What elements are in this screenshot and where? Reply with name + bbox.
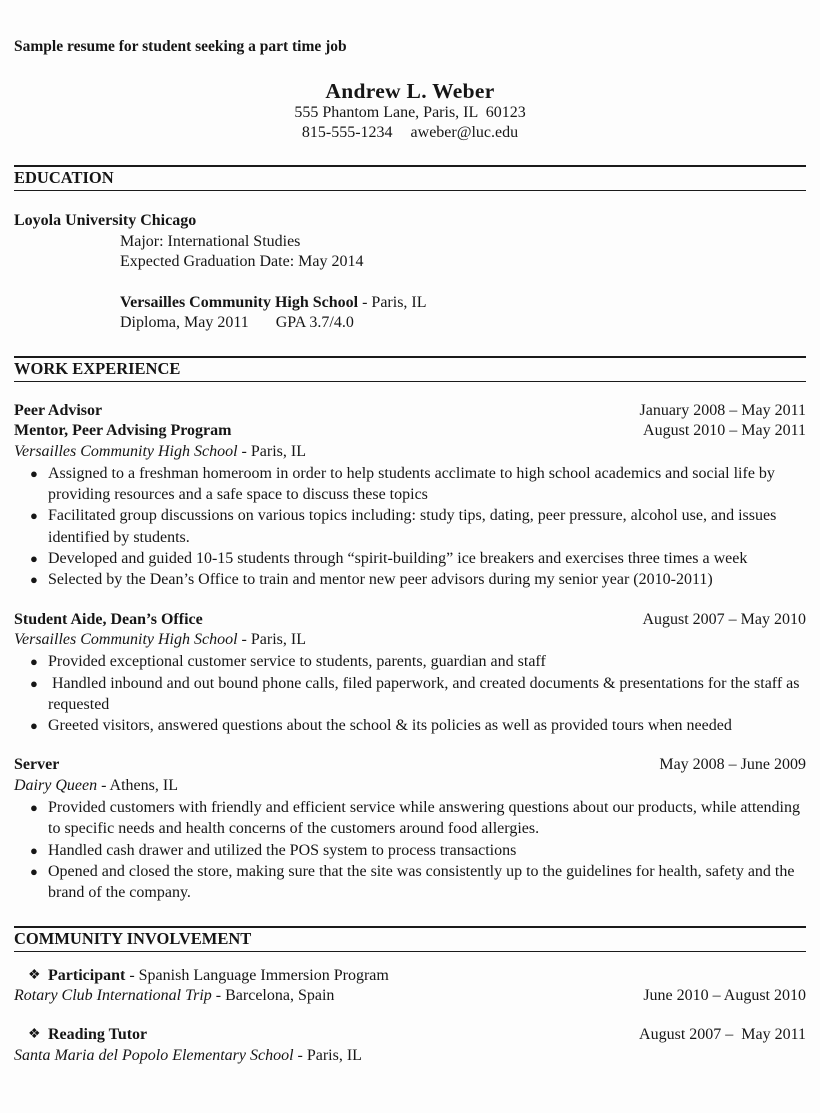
candidate-email: aweber@luc.edu (410, 124, 519, 141)
candidate-name: Andrew L. Weber (325, 79, 495, 103)
job-role-row (14, 401, 806, 422)
community-org-name: Santa Maria del Popolo Elementary School (14, 1046, 294, 1064)
bullet-item (14, 673, 806, 716)
job-title: Mentor, Peer Advising Program (14, 422, 232, 440)
job-peer-advisor (14, 401, 806, 591)
community-item-reading-tutor (14, 1025, 806, 1067)
job-server (14, 755, 806, 903)
high-school-location: - Paris, IL (358, 293, 427, 311)
bullet-icon: ● (30, 572, 38, 588)
job-employer (14, 776, 178, 797)
community-org-location: - Barcelona, Spain (211, 987, 335, 1005)
high-school-line (120, 293, 806, 314)
bullet-item (14, 569, 806, 590)
employer-location: - Paris, IL (237, 443, 306, 461)
job-employer-row (14, 630, 806, 651)
job-role-row (14, 755, 806, 776)
section-header-community (14, 926, 806, 952)
community-role-title: Participant (48, 966, 126, 984)
bullet-text: Handled inbound and out bound phone calls, filed paperwork, and created documents & presentations for the staff as requested (48, 674, 804, 713)
bullet-text: Selected by the Dean’s Office to train and mentor new peer advisors during my senior year (2010-2011) (48, 571, 713, 589)
job-title: Peer Advisor (14, 401, 103, 419)
bullet-icon: ● (30, 863, 38, 879)
section-header-education (14, 165, 806, 191)
community-role-row (14, 966, 806, 987)
bullet-text: Developed and guided 10-15 students through “spirit-building” ice breakers and exercises three times a week (48, 550, 748, 568)
bullet-text: Handled cash drawer and utilized the POS system to process transactions (48, 841, 517, 859)
bullet-item (14, 505, 806, 548)
candidate-phone: 815-555-1234 (301, 124, 393, 141)
education-section (14, 211, 806, 334)
employer-name: Versailles Community High School (14, 631, 238, 649)
community-org-row (14, 986, 806, 1007)
bullet-text: Provided customers with friendly and efficient service while answering questions about our products, while attending to specific needs and health concerns of the customers around food allergies. (48, 799, 804, 838)
employer-name: Dairy Queen (14, 777, 98, 795)
bullet-text: Opened and closed the store, making sure that the site was consistently up to the guidelines for health, safety and the brand of the company. (48, 862, 799, 902)
bullet-item (14, 548, 806, 569)
bullet-text: Provided exceptional customer service to students, parents, guardian and staff (48, 653, 546, 671)
job-employer (14, 630, 306, 651)
community-item-participant (14, 966, 806, 1008)
bullet-item (14, 715, 806, 736)
job-employer-row (14, 442, 806, 463)
job-dates: May 2008 – June 2009 (659, 756, 806, 774)
education-major: Major: International Studies (120, 232, 301, 250)
community-role-title: Reading Tutor (48, 1026, 148, 1044)
job-dates: January 2008 – May 2011 (639, 401, 806, 419)
job-bullet-list (14, 651, 806, 736)
job-bullet-list (14, 463, 806, 591)
employer-location: - Athens, IL (97, 777, 178, 795)
high-school-name: Versailles Community High School (120, 293, 359, 311)
diamond-bullet-icon: ❖ (28, 1027, 41, 1043)
community-org (14, 986, 334, 1007)
employer-location: - Paris, IL (237, 631, 306, 649)
bullet-icon: ● (30, 508, 38, 524)
bullet-icon: ● (30, 718, 38, 734)
bullet-icon: ● (30, 675, 38, 691)
resume-header (14, 80, 806, 143)
community-org-row (14, 1046, 806, 1067)
community-role (14, 966, 389, 987)
bullet-item (14, 861, 806, 904)
section-title-work-experience: WORK EXPERIENCE (14, 358, 181, 378)
community-role-row (14, 1025, 806, 1046)
document-caption: Sample resume for student seeking a part time job (14, 38, 347, 55)
diploma-line (120, 313, 806, 334)
community-org-location: - Paris, IL (293, 1046, 362, 1064)
job-title: Server (14, 756, 60, 774)
section-header-work-experience (14, 356, 806, 382)
job-employer (14, 442, 306, 463)
job-student-aide (14, 610, 806, 737)
employer-name: Versailles Community High School (14, 443, 238, 461)
diploma-text: Diploma, May 2011 (120, 314, 249, 331)
community-org (14, 1046, 362, 1067)
job-title: Student Aide, Dean’s Office (14, 610, 203, 628)
bullet-item (14, 797, 806, 840)
bullet-text: Facilitated group discussions on various topics including: study tips, dating, peer pressure, alcohol use, and issues identified by students. (48, 507, 781, 546)
community-role-dates: August 2007 – May 2011 (639, 1026, 806, 1044)
job-role-row (14, 610, 806, 631)
bullet-icon: ● (30, 842, 38, 858)
job-dates: August 2007 – May 2010 (642, 610, 806, 628)
bullet-item (14, 463, 806, 506)
bullet-icon: ● (30, 654, 38, 670)
gpa-text: GPA 3.7/4.0 (275, 314, 354, 331)
job-bullet-list (14, 797, 806, 903)
job-dates: August 2010 – May 2011 (643, 422, 806, 440)
bullet-text: Greeted visitors, answered questions about the school & its policies as well as provided tours when needed (48, 717, 732, 735)
university-name: Loyola University Chicago (14, 212, 197, 229)
job-role-row (14, 421, 806, 442)
section-title-community: COMMUNITY INVOLVEMENT (14, 928, 252, 948)
diamond-bullet-icon: ❖ (28, 967, 41, 983)
bullet-item (14, 840, 806, 861)
section-title-education: EDUCATION (14, 168, 114, 187)
bullet-text: Assigned to a freshman homeroom in order to help students acclimate to high school academics and social life by providing resources and a safe space to discuss these topics (48, 464, 779, 504)
community-role-desc: - Spanish Language Immersion Program (125, 966, 389, 984)
job-employer-row (14, 776, 806, 797)
community-org-dates: June 2010 – August 2010 (643, 987, 806, 1005)
community-role (14, 1025, 147, 1046)
bullet-icon: ● (30, 551, 38, 567)
candidate-contact-line (14, 123, 806, 143)
community-org-name: Rotary Club International Trip (14, 987, 212, 1005)
bullet-icon: ● (30, 800, 38, 816)
education-graduation: Expected Graduation Date: May 2014 (120, 253, 364, 270)
bullet-icon: ● (30, 465, 38, 481)
bullet-item (14, 651, 806, 672)
candidate-address: 555 Phantom Lane, Paris, IL 60123 (294, 104, 526, 121)
